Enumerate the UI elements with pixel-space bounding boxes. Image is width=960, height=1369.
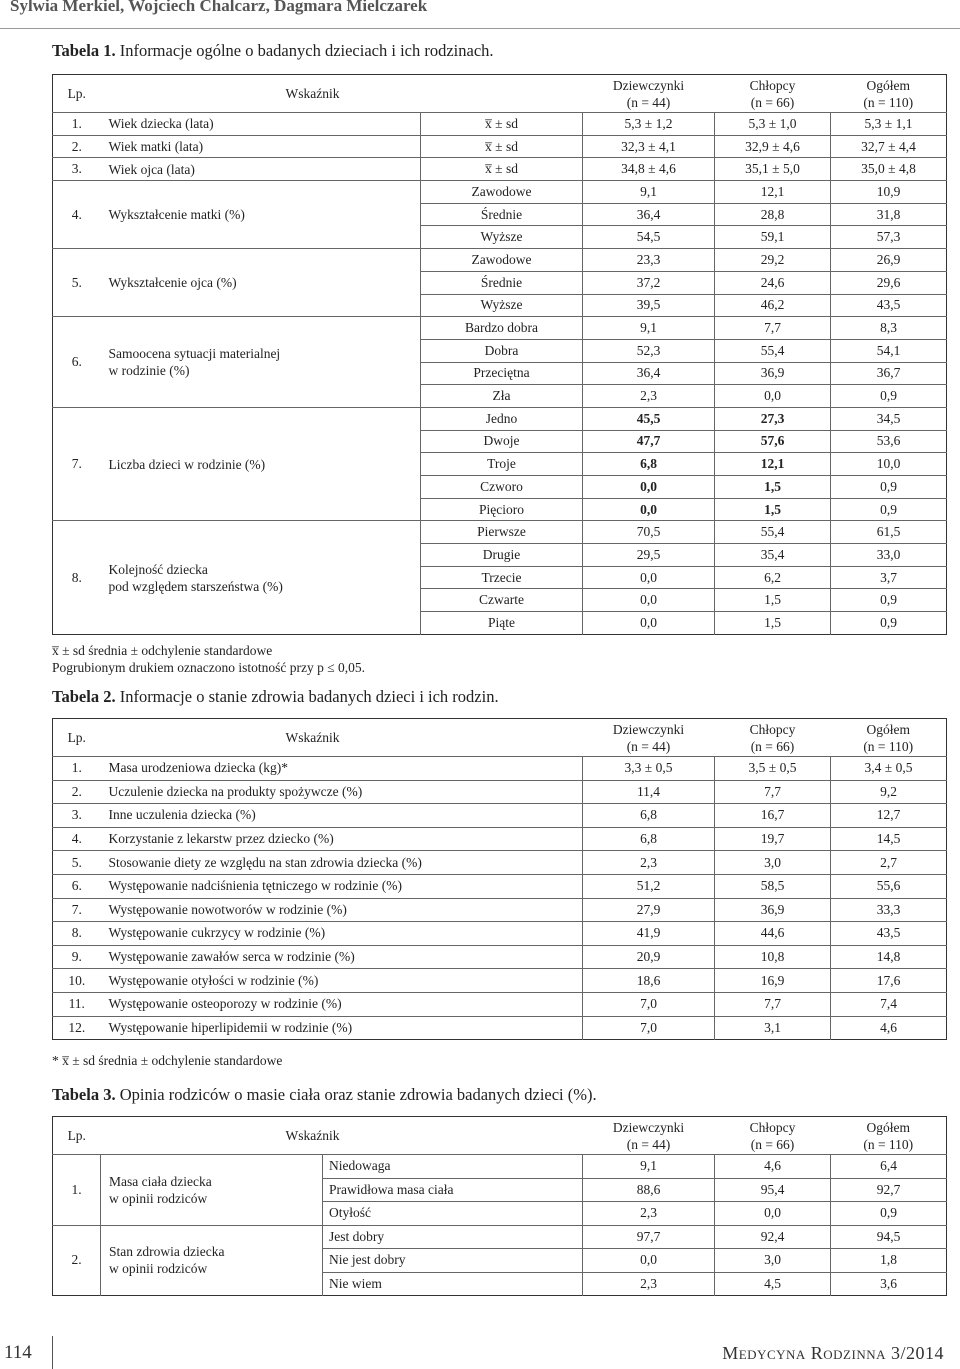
header-rule bbox=[0, 28, 960, 29]
table2-row bbox=[53, 757, 947, 781]
table1-title: Informacje ogólne o badanych dzieciach i ich rodzinach. bbox=[119, 41, 494, 60]
table1-girls-value: 36,4 bbox=[583, 203, 715, 226]
table3-lp: 1. bbox=[53, 1155, 101, 1226]
table2-lp: 10. bbox=[53, 969, 101, 993]
table1 bbox=[52, 74, 947, 635]
table1-header-girls: Dziewczynki (n = 44) bbox=[612, 77, 685, 110]
table1-indicator-name: Wykształcenie ojca (%) bbox=[108, 275, 237, 291]
table2-total-value: 3,4 ± 0,5 bbox=[831, 757, 947, 781]
table2-boys-value: 3,5 ± 0,5 bbox=[715, 757, 831, 781]
table2-girls-value: 3,3 ± 0,5 bbox=[583, 757, 715, 781]
table1-girls-value: 47,7 bbox=[583, 430, 715, 453]
table2-indicator: Stosowanie diety ze względu na stan zdrowia dziecka (%) bbox=[101, 851, 583, 875]
table2-indicator: Występowanie nowotworów w rodzinie (%) bbox=[101, 898, 583, 922]
table2-header-total: Ogółem (n = 110) bbox=[863, 721, 914, 754]
table1-header-boys: Chłopcy (n = 66) bbox=[749, 77, 796, 110]
table1-category: Dwoje bbox=[421, 430, 583, 453]
table1-boys-value: 12,1 bbox=[715, 453, 831, 476]
table3-girls-value: 2,3 bbox=[583, 1272, 715, 1296]
table3-boys-value: 3,0 bbox=[715, 1249, 831, 1273]
table2-girls-value: 7,0 bbox=[583, 992, 715, 1016]
table2-total-value: 14,8 bbox=[831, 945, 947, 969]
table1-footnote-sd: x̅ ± sd średnia ± odchylenie standardowe bbox=[52, 643, 273, 658]
table1-total-value: 35,0 ± 4,8 bbox=[831, 158, 947, 181]
table1-total-value: 0,9 bbox=[831, 612, 947, 635]
table1-girls-value: 39,5 bbox=[583, 294, 715, 317]
table2-boys-value: 3,0 bbox=[715, 851, 831, 875]
footer-divider bbox=[52, 1336, 53, 1369]
table1-category: Pierwsze bbox=[421, 521, 583, 544]
table1-category: x̅ ± sd bbox=[421, 135, 583, 158]
table3-row bbox=[53, 1155, 947, 1179]
table2-caption bbox=[52, 687, 499, 707]
table3-caption bbox=[52, 1085, 597, 1105]
table2-boys-value: 44,6 bbox=[715, 922, 831, 946]
table3-boys-value: 95,4 bbox=[715, 1178, 831, 1202]
table3-total-value: 3,6 bbox=[831, 1272, 947, 1296]
table3-category: Niedowaga bbox=[323, 1155, 583, 1179]
table3-girls-value: 97,7 bbox=[583, 1225, 715, 1249]
table1-row bbox=[53, 113, 947, 136]
table1-category: Jedno bbox=[421, 407, 583, 430]
table1-boys-value: 27,3 bbox=[715, 407, 831, 430]
table2-row bbox=[53, 1016, 947, 1040]
table3-title: Opinia rodziców o masie ciała oraz stanie zdrowia badanych dzieci (%). bbox=[119, 1085, 597, 1104]
table1-lp: 2. bbox=[53, 135, 101, 158]
table1-lp: 7. bbox=[53, 407, 101, 520]
table2-indicator: Inne uczulenia dziecka (%) bbox=[101, 804, 583, 828]
table1-boys-value: 57,6 bbox=[715, 430, 831, 453]
table1-girls-value: 36,4 bbox=[583, 362, 715, 385]
table2-girls-value: 41,9 bbox=[583, 922, 715, 946]
table1-total-value: 53,6 bbox=[831, 430, 947, 453]
table2-header-girls: Dziewczynki (n = 44) bbox=[612, 721, 685, 754]
table1-girls-value: 37,2 bbox=[583, 271, 715, 294]
table2-total-value: 17,6 bbox=[831, 969, 947, 993]
table1-category: Drugie bbox=[421, 544, 583, 567]
table3-indicator-name: Stan zdrowia dziecka bbox=[109, 1244, 225, 1260]
table1-boys-value: 55,4 bbox=[715, 339, 831, 362]
table1-girls-value: 0,0 bbox=[583, 589, 715, 612]
table1-indicator-name-cont: pod względem starszeństwa (%) bbox=[108, 578, 283, 594]
table1-indicator bbox=[101, 181, 421, 249]
table2-row bbox=[53, 898, 947, 922]
table1-boys-value: 7,7 bbox=[715, 317, 831, 340]
table1-category: Wyższe bbox=[421, 294, 583, 317]
table1-indicator bbox=[101, 317, 421, 408]
table1-boys-value: 35,1 ± 5,0 bbox=[715, 158, 831, 181]
table1-total-value: 10,0 bbox=[831, 453, 947, 476]
table2-header-boys: Chłopcy (n = 66) bbox=[749, 721, 796, 754]
table1-row bbox=[53, 317, 947, 340]
table1-category: Przeciętna bbox=[421, 362, 583, 385]
table1-indicator bbox=[101, 113, 421, 136]
table1-total-value: 31,8 bbox=[831, 203, 947, 226]
table2-total-value: 12,7 bbox=[831, 804, 947, 828]
table1-indicator-name: Wiek ojca (lata) bbox=[108, 161, 195, 177]
table1-footnote-bold: Pogrubionym drukiem oznaczono istotność przy p ≤ 0,05. bbox=[52, 660, 365, 675]
table1-boys-value: 24,6 bbox=[715, 271, 831, 294]
table2-boys-value: 3,1 bbox=[715, 1016, 831, 1040]
table2-girls-value: 6,8 bbox=[583, 827, 715, 851]
table1-total-value: 0,9 bbox=[831, 385, 947, 408]
table1-girls-value: 9,1 bbox=[583, 181, 715, 204]
table1-girls-value: 6,8 bbox=[583, 453, 715, 476]
table2-boys-value: 16,9 bbox=[715, 969, 831, 993]
table1-category: Dobra bbox=[421, 339, 583, 362]
table3-header-girls: Dziewczynki (n = 44) bbox=[612, 1119, 685, 1152]
table2-label: Tabela 2. bbox=[52, 687, 116, 706]
table1-total-value: 36,7 bbox=[831, 362, 947, 385]
table1-category: Zawodowe bbox=[421, 249, 583, 272]
table1-boys-value: 0,0 bbox=[715, 385, 831, 408]
table3-total-value: 92,7 bbox=[831, 1178, 947, 1202]
table1-boys-value: 5,3 ± 1,0 bbox=[715, 113, 831, 136]
table2-lp: 4. bbox=[53, 827, 101, 851]
table1-total-value: 26,9 bbox=[831, 249, 947, 272]
table2-girls-value: 7,0 bbox=[583, 1016, 715, 1040]
table1-girls-value: 34,8 ± 4,6 bbox=[583, 158, 715, 181]
table2-boys-value: 16,7 bbox=[715, 804, 831, 828]
table2-indicator: Uczulenie dziecka na produkty spożywcze (%) bbox=[101, 780, 583, 804]
table1-boys-value: 1,5 bbox=[715, 612, 831, 635]
table1-lp: 5. bbox=[53, 249, 101, 317]
table1-total-value: 54,1 bbox=[831, 339, 947, 362]
table1-girls-value: 29,5 bbox=[583, 544, 715, 567]
table1-indicator bbox=[101, 407, 421, 520]
table2-indicator: Masa urodzeniowa dziecka (kg)* bbox=[101, 757, 583, 781]
table2-header-row bbox=[53, 719, 947, 757]
table1-indicator-name: Wiek dziecka (lata) bbox=[108, 116, 214, 132]
table3-header-indicator: Wskaźnik bbox=[285, 1128, 340, 1143]
table1-header-indicator: Wskaźnik bbox=[285, 86, 340, 101]
page-number: 114 bbox=[4, 1342, 32, 1363]
table2-row bbox=[53, 992, 947, 1016]
table2-indicator: Występowanie hiperlipidemii w rodzinie (%) bbox=[101, 1016, 583, 1040]
table1-lp: 1. bbox=[53, 113, 101, 136]
table2-boys-value: 7,7 bbox=[715, 992, 831, 1016]
table2-row bbox=[53, 827, 947, 851]
table2-girls-value: 51,2 bbox=[583, 874, 715, 898]
table1-girls-value: 9,1 bbox=[583, 317, 715, 340]
table1-total-value: 29,6 bbox=[831, 271, 947, 294]
table1-category: Zła bbox=[421, 385, 583, 408]
table1-girls-value: 2,3 bbox=[583, 385, 715, 408]
table1-total-value: 0,9 bbox=[831, 498, 947, 521]
table1-boys-value: 6,2 bbox=[715, 566, 831, 589]
table2-boys-value: 10,8 bbox=[715, 945, 831, 969]
table1-indicator bbox=[101, 249, 421, 317]
table2-indicator: Występowanie osteoporozy w rodzinie (%) bbox=[101, 992, 583, 1016]
table3-category: Prawidłowa masa ciała bbox=[323, 1178, 583, 1202]
table2-lp: 12. bbox=[53, 1016, 101, 1040]
table1-row bbox=[53, 249, 947, 272]
table1-caption bbox=[52, 41, 494, 61]
table1-category: Bardzo dobra bbox=[421, 317, 583, 340]
table1-indicator-name: Samoocena sytuacji materialnej bbox=[108, 346, 281, 362]
table2-row bbox=[53, 851, 947, 875]
table2-girls-value: 27,9 bbox=[583, 898, 715, 922]
table1-boys-value: 29,2 bbox=[715, 249, 831, 272]
table2-lp: 3. bbox=[53, 804, 101, 828]
table1-girls-value: 5,3 ± 1,2 bbox=[583, 113, 715, 136]
table3-boys-value: 92,4 bbox=[715, 1225, 831, 1249]
table1-boys-value: 1,5 bbox=[715, 498, 831, 521]
table3-total-value: 94,5 bbox=[831, 1225, 947, 1249]
table3-boys-value: 4,6 bbox=[715, 1155, 831, 1179]
table1-row bbox=[53, 407, 947, 430]
table2-girls-value: 20,9 bbox=[583, 945, 715, 969]
table1-girls-value: 45,5 bbox=[583, 407, 715, 430]
table1-row bbox=[53, 181, 947, 204]
table3-indicator bbox=[101, 1155, 323, 1226]
table2-lp: 1. bbox=[53, 757, 101, 781]
table3-indicator bbox=[101, 1225, 323, 1296]
table2-row bbox=[53, 969, 947, 993]
table3-header-total: Ogółem (n = 110) bbox=[863, 1119, 914, 1152]
table2-row bbox=[53, 922, 947, 946]
table2-total-value: 43,5 bbox=[831, 922, 947, 946]
table3-total-value: 6,4 bbox=[831, 1155, 947, 1179]
table3-girls-value: 88,6 bbox=[583, 1178, 715, 1202]
table3-header-boys: Chłopcy (n = 66) bbox=[749, 1119, 796, 1152]
table1-total-value: 34,5 bbox=[831, 407, 947, 430]
table1-girls-value: 70,5 bbox=[583, 521, 715, 544]
table2-row bbox=[53, 945, 947, 969]
table3-row bbox=[53, 1225, 947, 1249]
table1-total-value: 43,5 bbox=[831, 294, 947, 317]
table2-row bbox=[53, 780, 947, 804]
table3-category: Nie wiem bbox=[323, 1272, 583, 1296]
table1-indicator-name: Liczba dzieci w rodzinie (%) bbox=[108, 456, 266, 472]
table1-row bbox=[53, 521, 947, 544]
running-header-authors: Sylwia Merkiel, Wojciech Chalcarz, Dagmara Mielczarek bbox=[10, 0, 428, 15]
table1-boys-value: 46,2 bbox=[715, 294, 831, 317]
table3-indicator-name: Masa ciała dziecka bbox=[109, 1173, 212, 1189]
table2-row bbox=[53, 874, 947, 898]
table1-boys-value: 1,5 bbox=[715, 589, 831, 612]
table2-indicator: Występowanie cukrzycy w rodzinie (%) bbox=[101, 922, 583, 946]
table3-total-value: 0,9 bbox=[831, 1202, 947, 1226]
table3-category: Otyłość bbox=[323, 1202, 583, 1226]
table2 bbox=[52, 718, 947, 1040]
table2-total-value: 7,4 bbox=[831, 992, 947, 1016]
table2-girls-value: 11,4 bbox=[583, 780, 715, 804]
table3-category: Nie jest dobry bbox=[323, 1249, 583, 1273]
table3-boys-value: 0,0 bbox=[715, 1202, 831, 1226]
table1-boys-value: 1,5 bbox=[715, 476, 831, 499]
table3-girls-value: 9,1 bbox=[583, 1155, 715, 1179]
table2-girls-value: 2,3 bbox=[583, 851, 715, 875]
table2-header-indicator: Wskaźnik bbox=[285, 730, 340, 745]
table3-girls-value: 0,0 bbox=[583, 1249, 715, 1273]
table3-category: Jest dobry bbox=[323, 1225, 583, 1249]
table2-lp: 7. bbox=[53, 898, 101, 922]
table1-girls-value: 32,3 ± 4,1 bbox=[583, 135, 715, 158]
table2-lp: 5. bbox=[53, 851, 101, 875]
table1-total-value: 8,3 bbox=[831, 317, 947, 340]
table2-total-value: 14,5 bbox=[831, 827, 947, 851]
table1-category: Czworo bbox=[421, 476, 583, 499]
table1-category: Trzecie bbox=[421, 566, 583, 589]
table2-boys-value: 36,9 bbox=[715, 898, 831, 922]
table1-total-value: 3,7 bbox=[831, 566, 947, 589]
table1-boys-value: 28,8 bbox=[715, 203, 831, 226]
table1-boys-value: 32,9 ± 4,6 bbox=[715, 135, 831, 158]
table1-girls-value: 0,0 bbox=[583, 476, 715, 499]
table1-total-value: 10,9 bbox=[831, 181, 947, 204]
table2-total-value: 9,2 bbox=[831, 780, 947, 804]
table3-girls-value: 2,3 bbox=[583, 1202, 715, 1226]
table1-row bbox=[53, 135, 947, 158]
table1-lp: 6. bbox=[53, 317, 101, 408]
table1-girls-value: 0,0 bbox=[583, 498, 715, 521]
table2-indicator: Korzystanie z lekarstw przez dziecko (%) bbox=[101, 827, 583, 851]
table2-header-lp: Lp. bbox=[67, 730, 86, 745]
table2-lp: 6. bbox=[53, 874, 101, 898]
table2-boys-value: 58,5 bbox=[715, 874, 831, 898]
table1-category: Troje bbox=[421, 453, 583, 476]
table1-category: Średnie bbox=[421, 203, 583, 226]
table1-total-value: 61,5 bbox=[831, 521, 947, 544]
table2-title: Informacje o stanie zdrowia badanych dzieci i ich rodzin. bbox=[119, 687, 499, 706]
table3-lp: 2. bbox=[53, 1225, 101, 1296]
table2-girls-value: 6,8 bbox=[583, 804, 715, 828]
table1-boys-value: 59,1 bbox=[715, 226, 831, 249]
table3 bbox=[52, 1116, 947, 1296]
table2-total-value: 2,7 bbox=[831, 851, 947, 875]
table1-lp: 4. bbox=[53, 181, 101, 249]
table2-boys-value: 7,7 bbox=[715, 780, 831, 804]
table1-category: Średnie bbox=[421, 271, 583, 294]
table1-boys-value: 36,9 bbox=[715, 362, 831, 385]
table2-boys-value: 19,7 bbox=[715, 827, 831, 851]
table1-girls-value: 0,0 bbox=[583, 612, 715, 635]
table1-boys-value: 12,1 bbox=[715, 181, 831, 204]
table1-girls-value: 23,3 bbox=[583, 249, 715, 272]
table2-lp: 8. bbox=[53, 922, 101, 946]
table1-category: Zawodowe bbox=[421, 181, 583, 204]
table3-label: Tabela 3. bbox=[52, 1085, 116, 1104]
table1-category: Czwarte bbox=[421, 589, 583, 612]
table1-header-lp: Lp. bbox=[67, 86, 86, 101]
table1-indicator bbox=[101, 158, 421, 181]
table3-header-lp: Lp. bbox=[67, 1128, 86, 1143]
table3-indicator-name-cont: w opinii rodziców bbox=[109, 1190, 208, 1206]
table2-indicator: Występowanie nadciśnienia tętniczego w rodzinie (%) bbox=[101, 874, 583, 898]
table3-boys-value: 4,5 bbox=[715, 1272, 831, 1296]
table3-indicator-name-cont: w opinii rodziców bbox=[109, 1261, 208, 1277]
table2-lp: 11. bbox=[53, 992, 101, 1016]
table1-category: x̅ ± sd bbox=[421, 113, 583, 136]
table1-header-total: Ogółem (n = 110) bbox=[863, 77, 914, 110]
table1-girls-value: 52,3 bbox=[583, 339, 715, 362]
table2-indicator: Występowanie zawałów serca w rodzinie (%) bbox=[101, 945, 583, 969]
table2-lp: 9. bbox=[53, 945, 101, 969]
journal-name: Medycyna Rodzinna 3/2014 bbox=[722, 1343, 944, 1363]
table1-indicator bbox=[101, 135, 421, 158]
table3-header-row bbox=[53, 1117, 947, 1155]
table1-category: Wyższe bbox=[421, 226, 583, 249]
table2-lp: 2. bbox=[53, 780, 101, 804]
table2-girls-value: 18,6 bbox=[583, 969, 715, 993]
table1-indicator-name-cont: w rodzinie (%) bbox=[108, 363, 190, 379]
table1-boys-value: 55,4 bbox=[715, 521, 831, 544]
table1-total-value: 0,9 bbox=[831, 476, 947, 499]
table2-total-value: 55,6 bbox=[831, 874, 947, 898]
table1-total-value: 0,9 bbox=[831, 589, 947, 612]
table1-category: Pięcioro bbox=[421, 498, 583, 521]
table2-total-value: 33,3 bbox=[831, 898, 947, 922]
table2-footnote: * x̅ ± sd średnia ± odchylenie standardowe bbox=[52, 1053, 283, 1068]
table1-total-value: 32,7 ± 4,4 bbox=[831, 135, 947, 158]
table1-category: x̅ ± sd bbox=[421, 158, 583, 181]
table1-girls-value: 0,0 bbox=[583, 566, 715, 589]
table2-row bbox=[53, 804, 947, 828]
table1-total-value: 5,3 ± 1,1 bbox=[831, 113, 947, 136]
table1-girls-value: 54,5 bbox=[583, 226, 715, 249]
table1-boys-value: 35,4 bbox=[715, 544, 831, 567]
table1-lp: 8. bbox=[53, 521, 101, 634]
table1-indicator-name: Wiek matki (lata) bbox=[108, 139, 204, 155]
table2-total-value: 4,6 bbox=[831, 1016, 947, 1040]
table1-indicator-name: Wykształcenie matki (%) bbox=[108, 207, 245, 223]
table2-indicator: Występowanie otyłości w rodzinie (%) bbox=[101, 969, 583, 993]
table1-total-value: 33,0 bbox=[831, 544, 947, 567]
table1-category: Piąte bbox=[421, 612, 583, 635]
table1-indicator bbox=[101, 521, 421, 634]
table1-lp: 3. bbox=[53, 158, 101, 181]
table1-label: Tabela 1. bbox=[52, 41, 116, 60]
table1-header-row bbox=[53, 75, 947, 113]
table1-row bbox=[53, 158, 947, 181]
table3-total-value: 1,8 bbox=[831, 1249, 947, 1273]
table1-indicator-name: Kolejność dziecka bbox=[108, 561, 208, 577]
table1-total-value: 57,3 bbox=[831, 226, 947, 249]
